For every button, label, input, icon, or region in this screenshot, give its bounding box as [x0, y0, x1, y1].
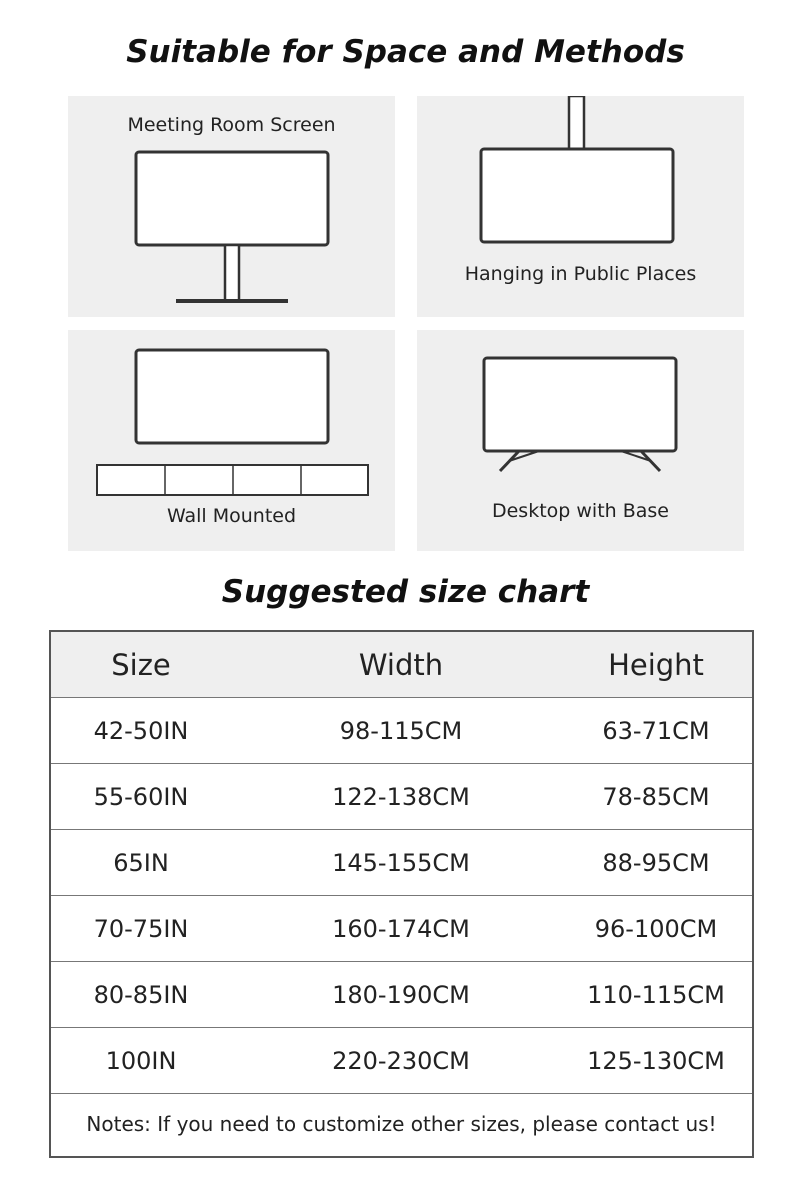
- width-cell: 145-155CM: [332, 848, 470, 877]
- size-cell: 70-75IN: [93, 914, 189, 943]
- header-height: Height: [608, 647, 704, 682]
- height-cell: 125-130CM: [587, 1046, 725, 1075]
- scene-label: Wall Mounted: [166, 505, 297, 527]
- header-width: Width: [358, 647, 444, 682]
- size-chart-table: [49, 630, 754, 1158]
- height-cell: 88-95CM: [602, 848, 710, 877]
- table-row: [51, 962, 752, 1028]
- monitor-stand-icon: [68, 96, 395, 317]
- scene-label: Desktop with Base: [491, 500, 669, 522]
- height-cell: 63-71CM: [602, 716, 710, 745]
- table-notes: Notes: If you need to customize other sizes, please contact us!: [86, 1112, 717, 1136]
- height-cell: 78-85CM: [602, 782, 710, 811]
- width-cell: 160-174CM: [332, 914, 470, 943]
- size-cell: 65IN: [113, 848, 169, 877]
- usage-title: Suitable for Space and Methods: [126, 34, 685, 70]
- table-row: [51, 1028, 752, 1094]
- height-cell: 110-115CM: [587, 980, 725, 1009]
- size-cell: 80-85IN: [93, 980, 189, 1009]
- scene-label: Meeting Room Screen: [127, 114, 336, 136]
- width-cell: 180-190CM: [332, 980, 470, 1009]
- table-row: [51, 896, 752, 962]
- scene-wall-mounted: [68, 330, 395, 551]
- size-cell: 42-50IN: [93, 716, 189, 745]
- header-size: Size: [111, 647, 171, 682]
- scene-meeting-room: [68, 96, 395, 317]
- scene-desktop-base: [417, 330, 744, 551]
- table-row: [51, 830, 752, 896]
- width-cell: 98-115CM: [339, 716, 463, 745]
- width-cell: 220-230CM: [332, 1046, 470, 1075]
- scene-hanging: [417, 96, 744, 317]
- size-chart-title: Suggested size chart: [221, 574, 590, 610]
- width-cell: 122-138CM: [332, 782, 470, 811]
- height-cell: 96-100CM: [594, 914, 718, 943]
- table-row: [51, 698, 752, 764]
- size-cell: 55-60IN: [93, 782, 189, 811]
- scene-label: Hanging in Public Places: [464, 263, 697, 285]
- table-row: [51, 764, 752, 830]
- size-cell: 100IN: [105, 1046, 177, 1075]
- table-header-row: [51, 632, 752, 698]
